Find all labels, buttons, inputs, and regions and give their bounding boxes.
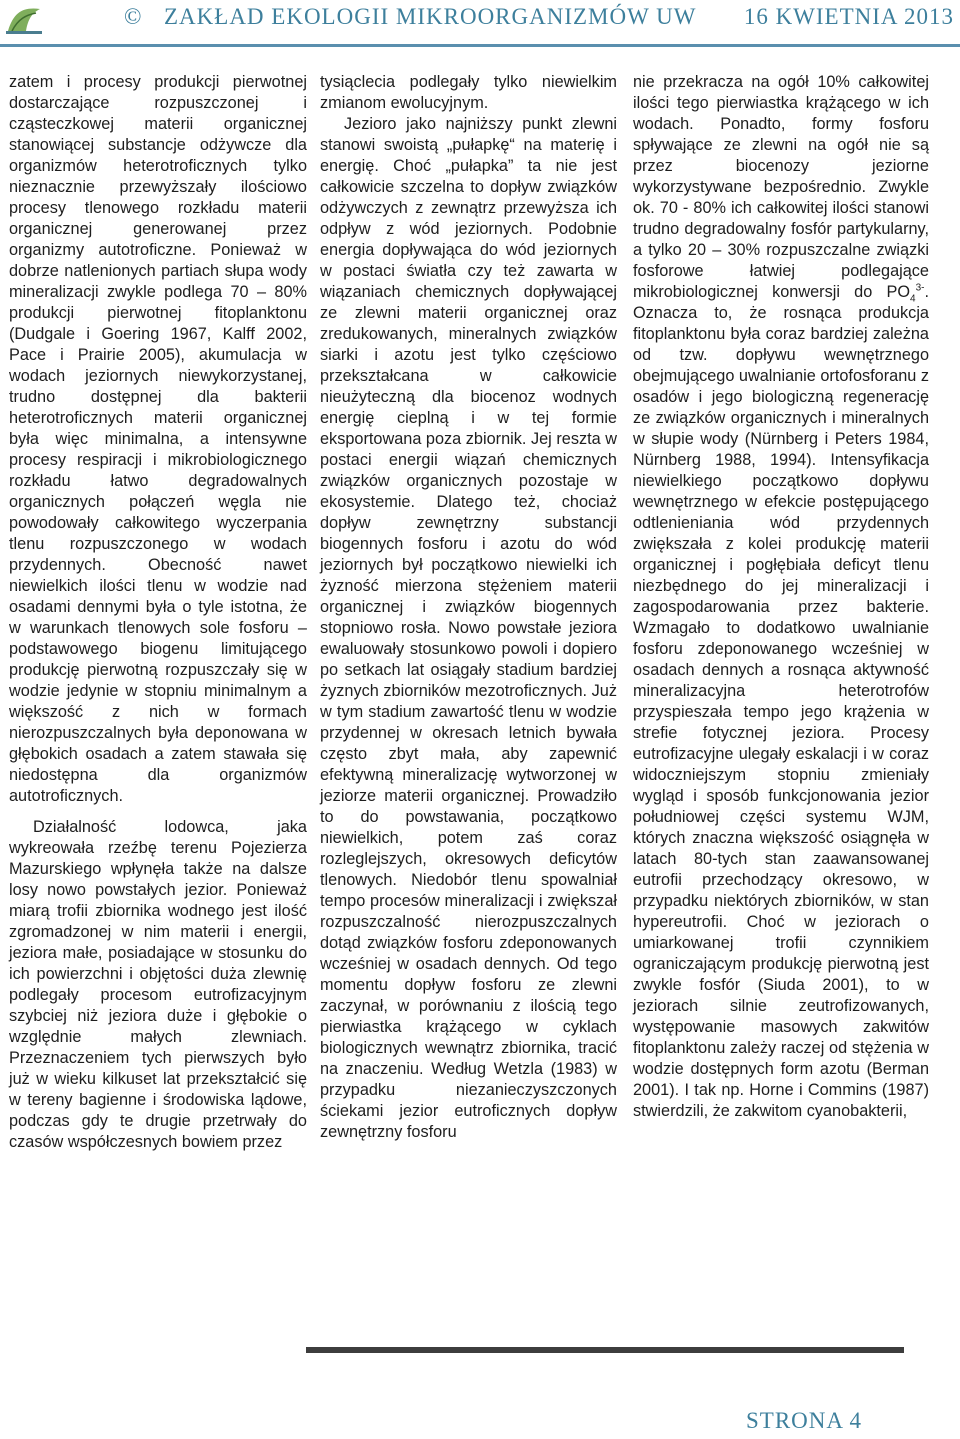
paragraph: Jezioro jako najniższy punkt zlewni stanowi swoistą „pułapkę“ na materię i energię. Choć „pułapka” ta nie jest całkowicie szczelna to dopływ związków odżywczych z zewnątrz przewyższa ich odpływ z wód jeziornych. Podobnie energia dopływająca do wód jeziornych w postaci światła czy też zawarta w wiązaniach chemicznych dopływającej ze zlewni materii organicznej oraz zredukowanych, mineralnych związków siarki i azotu jest tylko częściowo przekształcana w całkowicie nieużyteczną dla biocenoz wodnych energię cieplną i w tej formie eksportowana poza zbiornik. Jej reszta w postaci energii wiązań chemicznych związków organicznych pozostaje w ekosystemie. Dlatego też, chociaż dopływ zewnętrzny substancji biogennych fosforu i azotu do wód jeziornych był początkowo niewielki ich żyzność mierzona stężeniem materii organicznej i związków biogennych stopniowo rosła. Nowo powstałe jeziora ewaluowały stosunkowo powoli i dopiero po setkach lat osiągały stadium bardziej żyznych zbiorników mezotroficznych. Już w tym stadium zawartość tlenu w wodzie przydennej w okresach letnich bywała często zbyt mała, aby zapewnić efektywną mineralizację wytworzonej w jeziorze materii organicznej. Prowadziło to do powstawania, początkowo niewielkich, potem zaś coraz rozleglejszych, okresowych deficytów tlenowych. Niedobór tlenu spowalniał tempo procesów mineralizacji i zwiększał rozpuszczalność nierozpuszczalnych dotąd związków fosforu zdeponowanych wcześniej w osadach dennych. Od tego momentu dopływ fosforu ze zlewni zaczynał, w porównaniu z ilością tego pierwiastka krążącego w cyklach biologicznych wewnątrz zbiornika, tracić na znaczeniu. Według Wetzla (1983) w przypadku niezanieczyszczonych ściekami jezior eutroficznych dopływ zewnętrzny fosforu [320, 115, 617, 1141]
organization-name: ZAKŁAD EKOLOGII MIKROORGANIZMÓW UW [164, 4, 697, 29]
text-column-2 [320, 72, 617, 1143]
paragraph: Działalność lodowca, jaka wykreowała rzeźbę terenu Pojezierza Mazurskiego wpłynęła także na dalsze losy nowo powstałych jezior. Ponieważ miarą trofii zbiornika wodnego jest ilość zgromadzonej w nim materii i energii, jeziora małe, posiadające w stosunku do ich powierzchni i objętości duża zlewnię podlegały procesom eutrofizacyjnym szybciej niż jeziora duże i głębokie o względnie małych zlewniach. Przeznaczeniem tych pierwszych było już w wieku kilkuset lat przekształcić się w tereny bagienne i środowiska lądowe, podczas gdy te drugie przetrwały do czasów współczesnych bowiem przez [9, 818, 307, 1151]
paragraph-text: nie przekracza na ogół 10% całkowitej ilości tego pierwiastka krążącego w ich wodach. Ponadto, formy fosforu spływające ze zlewni na ogół nie są przez biocenozy jeziorne wykorzystywane bezpośrednio. Zwykle ok. 70 - 80% ich całkowitej ilości stanowi trudno degradowalny fosfór partykularny, a tylko 20 – 30% rozpuszczalne związki fosforowe łatwiej podlegające mikrobiologicznej konwersji do PO [633, 73, 929, 301]
superscript: 3- [915, 282, 925, 294]
issue-date: 16 KWIETNIA 2013 [743, 4, 954, 29]
page-header [0, 0, 960, 46]
logo-icon [6, 5, 42, 35]
header-title [124, 4, 954, 30]
copyright-symbol: © [124, 4, 143, 29]
paragraph [633, 72, 929, 1122]
paragraph-text: . Oznacza to, że rosnąca produkcja fitoplanktonu była coraz bardziej zależna od tzw. dopływu wewnętrznego obejmującego uwalnianie ortofosforanu z osadów i jego biologiczną regenerację ze związków organicznych i mineralnych w słupie wody (Nürnberg i Peters 1984, Nürnberg 1988, 1994). Intensyfikacja niewielkiego początkowo dopływu wewnętrznego w efekcie postępującego odtlenieniania wód przydennych zwiększała z kolei produkcję materii organicznej i pogłębiała deficyt tlenu niezbędnego do jej mineralizacji i zagospodarowania przez bakterie. Wzmagało to dodatkowo uwalnianie fosforu zdeponowanego wcześniej w osadach dennych a rosnąca aktywność mineralizacyjna heterotrofów przyspieszała tempo jego krążenia w strefie fotycznej jeziora. Procesy eutrofizacyjne ulegały eskalacji i w coraz widoczniejszym stopniu zmieniały wygląd i sposób funkcjonowania jezior południowej części systemu WJM, których znaczna większość osiągnęła w latach 80-tych stan zaawansowanej eutrofii przechodzący okresowo, w przypadku niektórych zbiorników, w stan hypereutrofii. Choć w jeziorach o umiarkowanej trofii czynnikiem ograniczającym produkcję pierwotną jest zwykle fosfór (Siuda 2001), to w jeziorach silnie zeutrofizowanych, występowanie masowych zakwitów fitoplanktonu zależy raczej od stężenia w wodzie dostępnych form azotu (Berman 2001). I tak np. Horne i Commins (1987) stwierdzili, że zakwitom cyanobakterii, [633, 283, 929, 1120]
footer-divider [306, 1347, 904, 1353]
paragraph: tysiąclecia podlegały tylko niewielkim zmianom ewolucyjnym. [320, 73, 617, 112]
text-column-3 [633, 72, 929, 1122]
paragraph: zatem i procesy produkcji pierwotnej dostarczające rozpuszczonej i cząsteczkowej materii organicznej stanowiącej substancje odżywcze dla organizmów heterotroficznych tylko nieznacznie przewyższały ilościowo procesy tlenowego rozkładu materii organicznej generowanej przez organizmy autotroficzne. Ponieważ w dobrze natlenionych partiach słupa wody mineralizacji zwykle podlega 70 – 80% produkcji pierwotnej fitoplanktonu (Dudgale i Goering 1967, Kalff 2002, Pace i Prairie 2005), akumulacja w wodach jeziornych niewykorzystanej, trudno dostępnej dla bakterii heterotroficznych materii organicznej była więc minimalna, a intensywne procesy respiracji i mikrobiologicznego rozkładu łatwo degradowalnych organicznych połączeń węgla nie powodowały całkowitego wyczerpania tlenu rozpuszczonego w wodach przydennych. Obecność nawet niewielkich ilości tlenu w wodzie nad osadami dennymi była o tyle istotna, że w warunkach tlenowych sole fosforu – podstawowego biogenu limitującego produkcję pierwotną rozpuszczały się w wodzie jedynie w stopniu minimalnym a większość z nich w formach nierozpuszczalnych była deponowana w głębokich osadach a zatem stawała się niedostępna dla organizmów autotroficznych. [9, 73, 307, 805]
subscript: 4 [910, 293, 916, 305]
text-column-1 [9, 72, 307, 1153]
header-divider [0, 44, 960, 47]
page-number: STRONA 4 [746, 1408, 862, 1433]
